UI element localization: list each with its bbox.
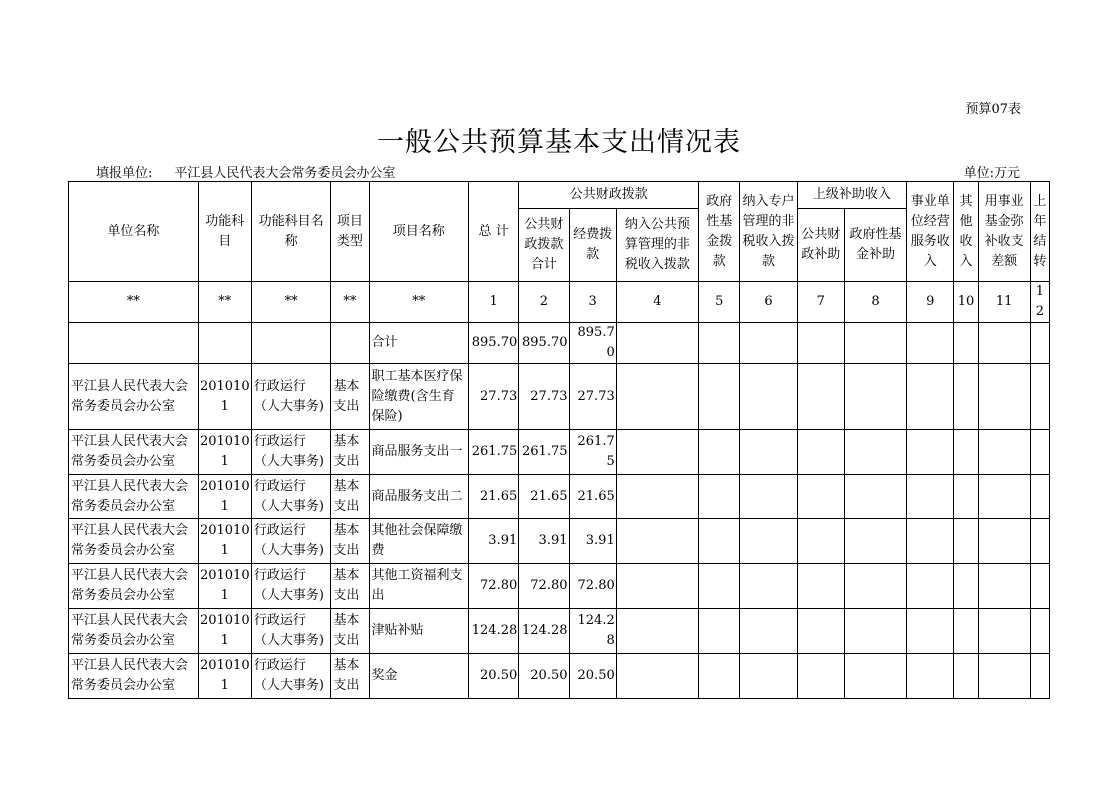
cell-type: 基本支出 xyxy=(331,654,369,699)
cell-sum: 72.80 xyxy=(519,564,569,609)
cell-funding: 124.28 xyxy=(569,609,616,654)
reporting-unit-line xyxy=(96,162,395,181)
index-cell: ** xyxy=(69,282,199,323)
index-cell: 12 xyxy=(1030,282,1049,323)
cell-unit: 平江县人民代表大会常务委员会办公室 xyxy=(69,475,199,519)
cell-type: 基本支出 xyxy=(331,364,369,430)
cell-func: 行政运行（人大事务) xyxy=(251,564,330,609)
column-index-row xyxy=(69,282,1050,323)
header-func-name: 功能科目名称 xyxy=(251,182,330,282)
cell-func: 行政运行（人大事务) xyxy=(251,609,330,654)
header-public-fiscal-sum: 公共财政拨款合计 xyxy=(519,209,569,282)
header-public-fiscal: 公共财政拨款 xyxy=(519,182,699,209)
cell-total: 3.91 xyxy=(469,519,519,564)
index-cell: 10 xyxy=(954,282,978,323)
index-cell: 1 xyxy=(469,282,519,323)
cell-funding: 21.65 xyxy=(569,475,616,519)
form-number: 预算07表 xyxy=(965,102,1021,117)
index-cell: ** xyxy=(369,282,469,323)
cell-total: 124.28 xyxy=(469,609,519,654)
header-public-fiscal-subsidy: 公共财政补助 xyxy=(797,209,844,282)
cell-total: 261.75 xyxy=(469,430,519,475)
cell-code: 2010101 xyxy=(198,519,251,564)
header-other-income: 其他收入 xyxy=(954,182,978,282)
total-label: 合计 xyxy=(369,323,469,364)
header-gov-fund-subsidy: 政府性基金补助 xyxy=(844,209,906,282)
table-row xyxy=(69,654,1050,699)
index-cell: 8 xyxy=(844,282,906,323)
index-cell: 3 xyxy=(569,282,616,323)
cell-unit: 平江县人民代表大会常务委员会办公室 xyxy=(69,609,199,654)
header-unit-name: 单位名称 xyxy=(69,182,199,282)
cell-item: 职工基本医疗保险缴费(含生育保险) xyxy=(369,364,469,430)
cell-code: 2010101 xyxy=(198,475,251,519)
index-cell: ** xyxy=(251,282,330,323)
cell-func: 行政运行（人大事务) xyxy=(251,430,330,475)
cell-type: 基本支出 xyxy=(331,609,369,654)
page-title: 一般公共预算基本支出情况表 xyxy=(377,127,741,158)
header-special-nontax: 纳入专户管理的非税收入拨款 xyxy=(740,182,797,282)
table-row xyxy=(69,519,1050,564)
cell-funding: 3.91 xyxy=(569,519,616,564)
cell-type: 基本支出 xyxy=(331,430,369,475)
cell-funding: 72.80 xyxy=(569,564,616,609)
header-item-name: 项目名称 xyxy=(369,182,469,282)
cell-unit: 平江县人民代表大会常务委员会办公室 xyxy=(69,564,199,609)
header-funding: 经费拨款 xyxy=(569,209,616,282)
cell-item: 商品服务支出二 xyxy=(369,475,469,519)
table-row xyxy=(69,430,1050,475)
index-cell: 9 xyxy=(907,282,954,323)
cell-type: 基本支出 xyxy=(331,519,369,564)
header-business-fund: 用事业基金弥补收支差额 xyxy=(978,182,1030,282)
cell-sum: 27.73 xyxy=(519,364,569,430)
cell-funding: 261.75 xyxy=(569,430,616,475)
index-cell: 2 xyxy=(519,282,569,323)
index-cell: 5 xyxy=(699,282,740,323)
cell-item: 其他社会保障缴费 xyxy=(369,519,469,564)
table-row xyxy=(69,364,1050,430)
table-row xyxy=(69,564,1050,609)
budget-table xyxy=(68,181,1050,699)
table-row xyxy=(69,609,1050,654)
header-total: 总 计 xyxy=(469,182,519,282)
header-nontax-in-budget: 纳入公共预算管理的非税收入拨款 xyxy=(616,209,698,282)
cell-unit: 平江县人民代表大会常务委员会办公室 xyxy=(69,654,199,699)
cell-code: 2010101 xyxy=(198,609,251,654)
cell-item: 商品服务支出一 xyxy=(369,430,469,475)
header-carryover: 上年结转 xyxy=(1030,182,1049,282)
index-cell: ** xyxy=(198,282,251,323)
currency-unit: 单位:万元 xyxy=(963,166,1020,181)
index-cell: 11 xyxy=(978,282,1030,323)
cell-total: 72.80 xyxy=(469,564,519,609)
cell-sum: 21.65 xyxy=(519,475,569,519)
index-cell: 6 xyxy=(740,282,797,323)
cell-total: 20.50 xyxy=(469,654,519,699)
cell-unit: 平江县人民代表大会常务委员会办公室 xyxy=(69,430,199,475)
total-amount: 895.70 xyxy=(469,323,519,364)
cell-code: 2010101 xyxy=(198,564,251,609)
reporting-unit-label: 填报单位: xyxy=(96,166,153,181)
cell-func: 行政运行（人大事务) xyxy=(251,654,330,699)
cell-func: 行政运行（人大事务) xyxy=(251,364,330,430)
cell-item: 奖金 xyxy=(369,654,469,699)
header-superior-subsidy: 上级补助收入 xyxy=(797,182,907,209)
cell-type: 基本支出 xyxy=(331,475,369,519)
header-func-code: 功能科目 xyxy=(198,182,251,282)
cell-item: 其他工资福利支出 xyxy=(369,564,469,609)
cell-type: 基本支出 xyxy=(331,564,369,609)
table-row xyxy=(69,475,1050,519)
cell-total: 27.73 xyxy=(469,364,519,430)
cell-sum: 261.75 xyxy=(519,430,569,475)
cell-funding: 27.73 xyxy=(569,364,616,430)
cell-sum: 3.91 xyxy=(519,519,569,564)
cell-code: 2010101 xyxy=(198,430,251,475)
total-row xyxy=(69,323,1050,364)
total-public-fiscal-sum: 895.70 xyxy=(519,323,569,364)
cell-unit: 平江县人民代表大会常务委员会办公室 xyxy=(69,519,199,564)
index-cell: 4 xyxy=(616,282,698,323)
header-item-type: 项目类型 xyxy=(331,182,369,282)
header-gov-fund: 政府性基金拨款 xyxy=(699,182,740,282)
header-business-income: 事业单位经营服务收入 xyxy=(907,182,954,282)
cell-unit: 平江县人民代表大会常务委员会办公室 xyxy=(69,364,199,430)
cell-func: 行政运行（人大事务) xyxy=(251,475,330,519)
cell-sum: 20.50 xyxy=(519,654,569,699)
index-cell: ** xyxy=(331,282,369,323)
cell-code: 2010101 xyxy=(198,364,251,430)
cell-funding: 20.50 xyxy=(569,654,616,699)
reporting-unit-name: 平江县人民代表大会常务委员会办公室 xyxy=(174,166,396,181)
index-cell: 7 xyxy=(797,282,844,323)
cell-total: 21.65 xyxy=(469,475,519,519)
header-row-1 xyxy=(69,182,1050,209)
cell-func: 行政运行（人大事务) xyxy=(251,519,330,564)
cell-code: 2010101 xyxy=(198,654,251,699)
cell-item: 津贴补贴 xyxy=(369,609,469,654)
total-funding: 895.70 xyxy=(569,323,616,364)
cell-sum: 124.28 xyxy=(519,609,569,654)
